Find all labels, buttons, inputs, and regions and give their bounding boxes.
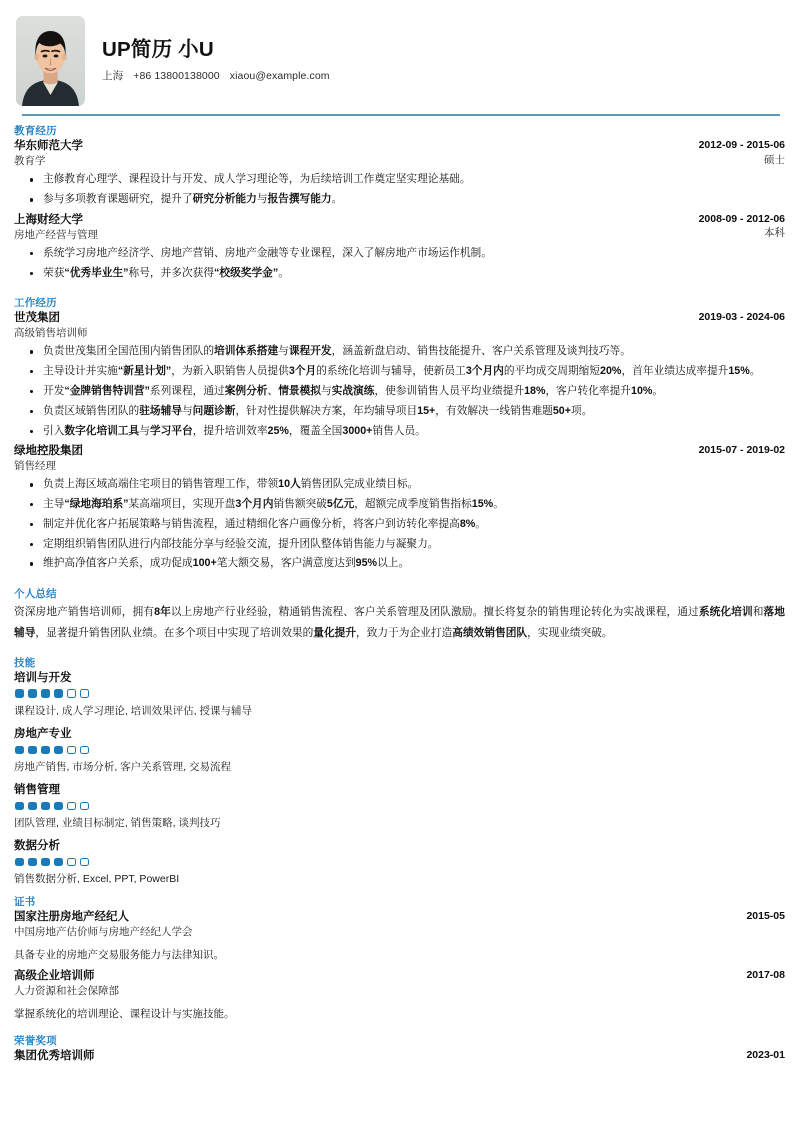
section-title-skills: 技能: [14, 656, 36, 669]
entry-header: [14, 1049, 785, 1064]
certificate-entry: [14, 910, 785, 964]
section-title-summary: 个人总结: [14, 587, 57, 600]
skill-name: 房地产专业: [14, 727, 72, 740]
education-entry: [14, 213, 785, 282]
bullet-item: 负责世茂集团全国范围内销售团队的培训体系搭建与课程开发，涵盖新盘启动、销售技能提升、客户关系管理及谈判技巧等。: [14, 343, 785, 360]
bullet-item: 参与多项教育课题研究，提升了研究分析能力与报告撰写能力。: [14, 191, 785, 208]
contact-phone: +86 13800138000: [133, 70, 220, 83]
honor-date: 2023-01: [746, 1048, 785, 1061]
skill-level-dot: [80, 802, 89, 811]
certificate-name: 高级企业培训师: [14, 969, 95, 982]
certificate-list: [14, 910, 785, 1023]
section-title-honors: 荣誉奖项: [14, 1034, 57, 1047]
education-date: 2012-09 - 2015-06: [698, 139, 785, 152]
certificate-issuer: 中国房地产估价师与房地产经纪人学会: [14, 925, 193, 938]
section-honors: [14, 1035, 785, 1064]
major-name: 房地产经营与管理: [14, 228, 98, 241]
bullet-item: 主导设计并实施“新星计划”，为新入职销售人员提供3个月的系统化培训与辅导，使新员工3个月内的平均成交周期缩短20%，首年业绩达成率提升15%。: [14, 363, 785, 380]
bullet-item: 定期组织销售团队进行内部技能分享与经验交流，提升团队整体销售能力与凝聚力。: [14, 536, 785, 553]
summary-text: 资深房地产销售培训师，拥有8年以上房地产行业经验，精通销售流程、客户关系管理及团队激励。擅长将复杂的销售理论转化为实战课程，通过系统化培训和落地辅导，显著提升销售团队业绩。在多个项目中实现了培训效果的量化提升，致力于为企业打造高绩效销售团队，实现业绩突破。: [14, 605, 785, 639]
skill-level-dot: [15, 746, 24, 755]
honor-name: 集团优秀培训师: [14, 1049, 95, 1062]
skill-level-meter: [15, 802, 785, 811]
certificate-name: 国家注册房地产经纪人: [14, 910, 129, 923]
skill-detail: 课程设计, 成人学习理论, 培训效果评估, 授课与辅导: [14, 704, 253, 717]
candidate-name: UP简历 小U: [102, 37, 214, 61]
identity-block: [102, 39, 330, 83]
work-date: 2019-03 - 2024-06: [698, 311, 785, 324]
education-date: 2008-09 - 2012-06: [698, 212, 785, 225]
entry-header: [14, 139, 785, 168]
bullet-item: 引入数字化培训工具与学习平台，提升培训效率25%，覆盖全国3000+销售人员。: [14, 423, 785, 440]
skill-item: [14, 839, 785, 887]
work-entries: [14, 311, 785, 573]
work-bullets: [14, 343, 785, 440]
skill-level-dot: [80, 689, 89, 698]
skill-level-dot: [54, 689, 63, 698]
skill-level-dot: [15, 858, 24, 867]
portrait-photo: [16, 16, 85, 106]
company-name: 世茂集团: [14, 312, 60, 325]
certificate-date: 2017-08: [746, 968, 785, 981]
company-name: 绿地控股集团: [14, 444, 83, 457]
entry-right: [699, 139, 785, 167]
entry-right: [699, 311, 785, 325]
entry-header: [14, 213, 785, 242]
bullet-item: 主修教育心理学、课程设计与开发、成人学习理论等，为后续培训工作奠定坚实理论基础。: [14, 171, 785, 188]
skill-level-meter: [15, 689, 785, 698]
skill-level-dot: [41, 689, 50, 698]
certificate-issuer: 人力资源和社会保障部: [14, 984, 119, 997]
skill-detail: 团队管理, 业绩目标制定, 销售策略, 谈判技巧: [14, 817, 221, 830]
bullet-item: 负责上海区域高端住宅项目的销售管理工作，带领10人销售团队完成业绩目标。: [14, 476, 785, 493]
contact-line: [102, 70, 330, 83]
skill-list: [14, 671, 785, 888]
skill-name: 数据分析: [14, 840, 60, 853]
school-name: 华东师范大学: [14, 140, 83, 153]
section-title-certificates: 证书: [14, 895, 36, 908]
major-name: 教育学: [14, 155, 46, 168]
skill-item: [14, 727, 785, 775]
entry-right: [746, 1049, 785, 1063]
spacer: [14, 286, 785, 297]
header-divider: [22, 114, 780, 116]
work-bullets: [14, 476, 785, 573]
skill-level-meter: [15, 858, 785, 867]
skill-level-dot: [80, 746, 89, 755]
education-bullets: [14, 171, 785, 208]
entry-right: [699, 213, 785, 241]
skill-level-dot: [67, 746, 76, 755]
skill-detail: 房地产销售, 市场分析, 客户关系管理, 交易流程: [14, 761, 232, 773]
skill-name: 销售管理: [14, 784, 60, 797]
section-skills: [14, 657, 785, 888]
skill-level-dot: [67, 802, 76, 811]
section-title-work: 工作经历: [14, 296, 57, 309]
honor-entry: [14, 1049, 785, 1064]
section-work: [14, 297, 785, 573]
certificate-date: 2015-05: [746, 909, 785, 922]
entry-left: [14, 910, 193, 939]
entry-left: [14, 1049, 95, 1064]
section-certificates: [14, 896, 785, 1023]
skill-level-dot: [54, 858, 63, 867]
skill-level-dot: [15, 802, 24, 811]
degree-label: 硕士: [764, 153, 785, 166]
spacer: [14, 1028, 785, 1035]
skill-level-dot: [41, 746, 50, 755]
school-name: 上海财经大学: [14, 213, 83, 226]
skill-level-dot: [28, 746, 37, 755]
entry-header: [14, 910, 785, 939]
entry-left: [14, 139, 83, 168]
entry-left: [14, 311, 88, 340]
job-title: 销售经理: [14, 460, 56, 473]
skill-item: [14, 783, 785, 831]
degree-label: 本科: [764, 227, 785, 240]
entry-right: [746, 969, 785, 983]
education-entries: [14, 139, 785, 282]
certificate-description: 具备专业的房地产交易服务能力与法律知识。: [14, 949, 224, 962]
skill-level-dot: [80, 858, 89, 867]
skill-level-dot: [41, 858, 50, 867]
work-date: 2015-07 - 2019-02: [698, 443, 785, 456]
education-bullets: [14, 245, 785, 282]
bullet-item: 系统学习房地产经济学、房地产营销、房地产金融等专业课程，深入了解房地产市场运作机制。: [14, 245, 785, 262]
skill-name: 培训与开发: [14, 671, 72, 684]
section-summary: [14, 588, 785, 644]
spacer: [14, 577, 785, 588]
work-entry: [14, 311, 785, 440]
spacer: [14, 646, 785, 657]
job-title: 高级销售培训师: [14, 327, 88, 340]
entry-header: [14, 969, 785, 998]
skill-level-dot: [54, 746, 63, 755]
bullet-item: 开发“金牌销售特训营”系列课程，通过案例分析、情景模拟与实战演练，使参训销售人员平均业绩提升18%，客户转化率提升10%。: [14, 383, 785, 400]
honor-list: [14, 1049, 785, 1064]
bullet-item: 主导“绿地海珀系”某高端项目，实现开盘3个月内销售额突破5亿元，超额完成季度销售指标15%。: [14, 496, 785, 513]
entry-left: [14, 444, 83, 473]
skill-level-dot: [28, 802, 37, 811]
entry-header: [14, 444, 785, 473]
skill-level-dot: [67, 689, 76, 698]
certificate-entry: [14, 969, 785, 1023]
bullet-item: 维护高净值客户关系，成功促成100+笔大额交易，客户满意度达到95%以上。: [14, 555, 785, 572]
contact-location: 上海: [102, 70, 124, 83]
certificate-description: 掌握系统化的培训理论、课程设计与实施技能。: [14, 1008, 235, 1021]
skill-level-dot: [54, 802, 63, 811]
bullet-item: 荣获“优秀毕业生”称号，并多次获得“校级奖学金”。: [14, 265, 785, 282]
education-entry: [14, 139, 785, 208]
skill-level-dot: [28, 858, 37, 867]
skill-item: [14, 671, 785, 719]
skill-detail: 销售数据分析, Excel, PPT, PowerBI: [14, 873, 180, 886]
work-entry: [14, 444, 785, 573]
bullet-item: 制定并优化客户拓展策略与销售流程，通过精细化客户画像分析，将客户到访转化率提高8%。: [14, 516, 785, 533]
entry-left: [14, 969, 119, 998]
skill-level-meter: [15, 746, 785, 755]
contact-email: xiaou@example.com: [229, 70, 330, 83]
entry-left: [14, 213, 98, 242]
skill-level-dot: [28, 689, 37, 698]
entry-header: [14, 311, 785, 340]
section-education: [14, 125, 785, 282]
entry-right: [699, 444, 785, 458]
skill-level-dot: [41, 802, 50, 811]
skill-level-dot: [67, 858, 76, 867]
entry-right: [746, 910, 785, 924]
skill-level-dot: [15, 689, 24, 698]
section-title-education: 教育经历: [14, 125, 57, 137]
bullet-item: 负责区域销售团队的驻场辅导与问题诊断，针对性提供解决方案，年均辅导项目15+，有效解决一线销售难题50+项。: [14, 403, 785, 420]
resume-header: [14, 12, 785, 110]
